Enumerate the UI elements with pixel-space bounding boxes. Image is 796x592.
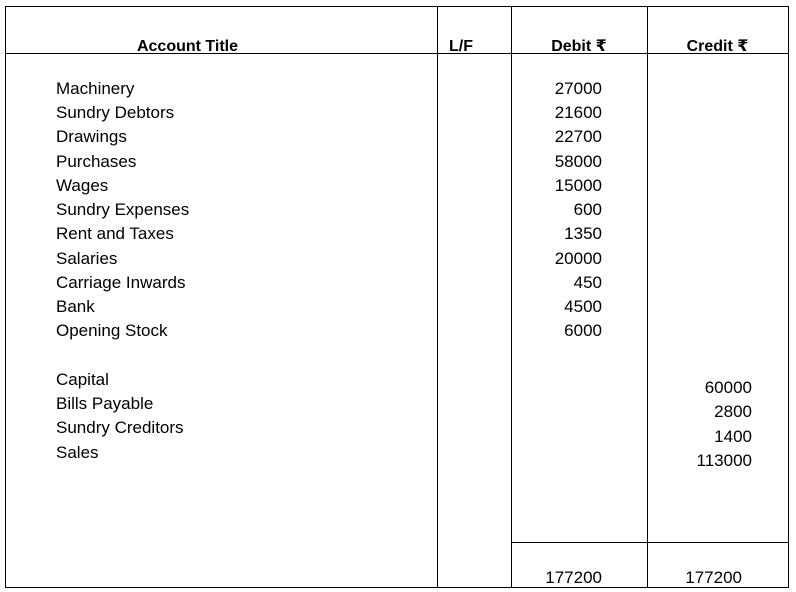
account-name: Salaries [56, 249, 118, 268]
debit-amount: 20000 [554, 249, 602, 268]
debit-amount: 1350 [564, 224, 602, 243]
credit-total: 177200 [685, 568, 742, 587]
trial-balance-table [5, 6, 789, 588]
header-lf: L/F [449, 38, 473, 55]
account-name: Capital [56, 370, 109, 389]
header-debit: Debit ₹ [551, 38, 607, 55]
account-name: Sales [56, 443, 99, 462]
debit-amount: 4500 [564, 297, 602, 316]
account-name: Bills Payable [56, 394, 154, 413]
column-divider [647, 7, 648, 587]
debit-amount: 15000 [554, 176, 602, 195]
account-name: Sundry Creditors [56, 418, 184, 437]
header-account-title: Account Title [136, 38, 239, 55]
debit-amount: 27000 [554, 79, 602, 98]
account-name: Sundry Expenses [56, 200, 190, 219]
column-divider [511, 7, 512, 587]
account-name: Machinery [56, 79, 135, 98]
debit-total: 177200 [545, 568, 602, 587]
account-name: Drawings [56, 127, 127, 146]
debit-amount: 22700 [554, 127, 602, 146]
total-divider [511, 542, 788, 543]
header-credit: Credit ₹ [686, 38, 749, 55]
debit-amount: 21600 [554, 103, 602, 122]
debit-amount: 450 [573, 273, 602, 292]
credit-amount: 2800 [714, 402, 752, 421]
account-name: Bank [56, 297, 95, 316]
debit-amount: 6000 [564, 321, 602, 340]
debit-amount: 600 [573, 200, 602, 219]
account-name: Opening Stock [56, 321, 168, 340]
account-name: Wages [56, 176, 109, 195]
account-name: Rent and Taxes [56, 224, 174, 243]
account-name: Carriage Inwards [56, 273, 186, 292]
account-name: Purchases [56, 152, 137, 171]
debit-amount: 58000 [554, 152, 602, 171]
credit-amount: 113000 [696, 451, 752, 470]
column-divider [437, 7, 438, 587]
credit-amount: 60000 [704, 378, 752, 397]
credit-amount: 1400 [714, 427, 752, 446]
account-name: Sundry Debtors [56, 103, 175, 122]
